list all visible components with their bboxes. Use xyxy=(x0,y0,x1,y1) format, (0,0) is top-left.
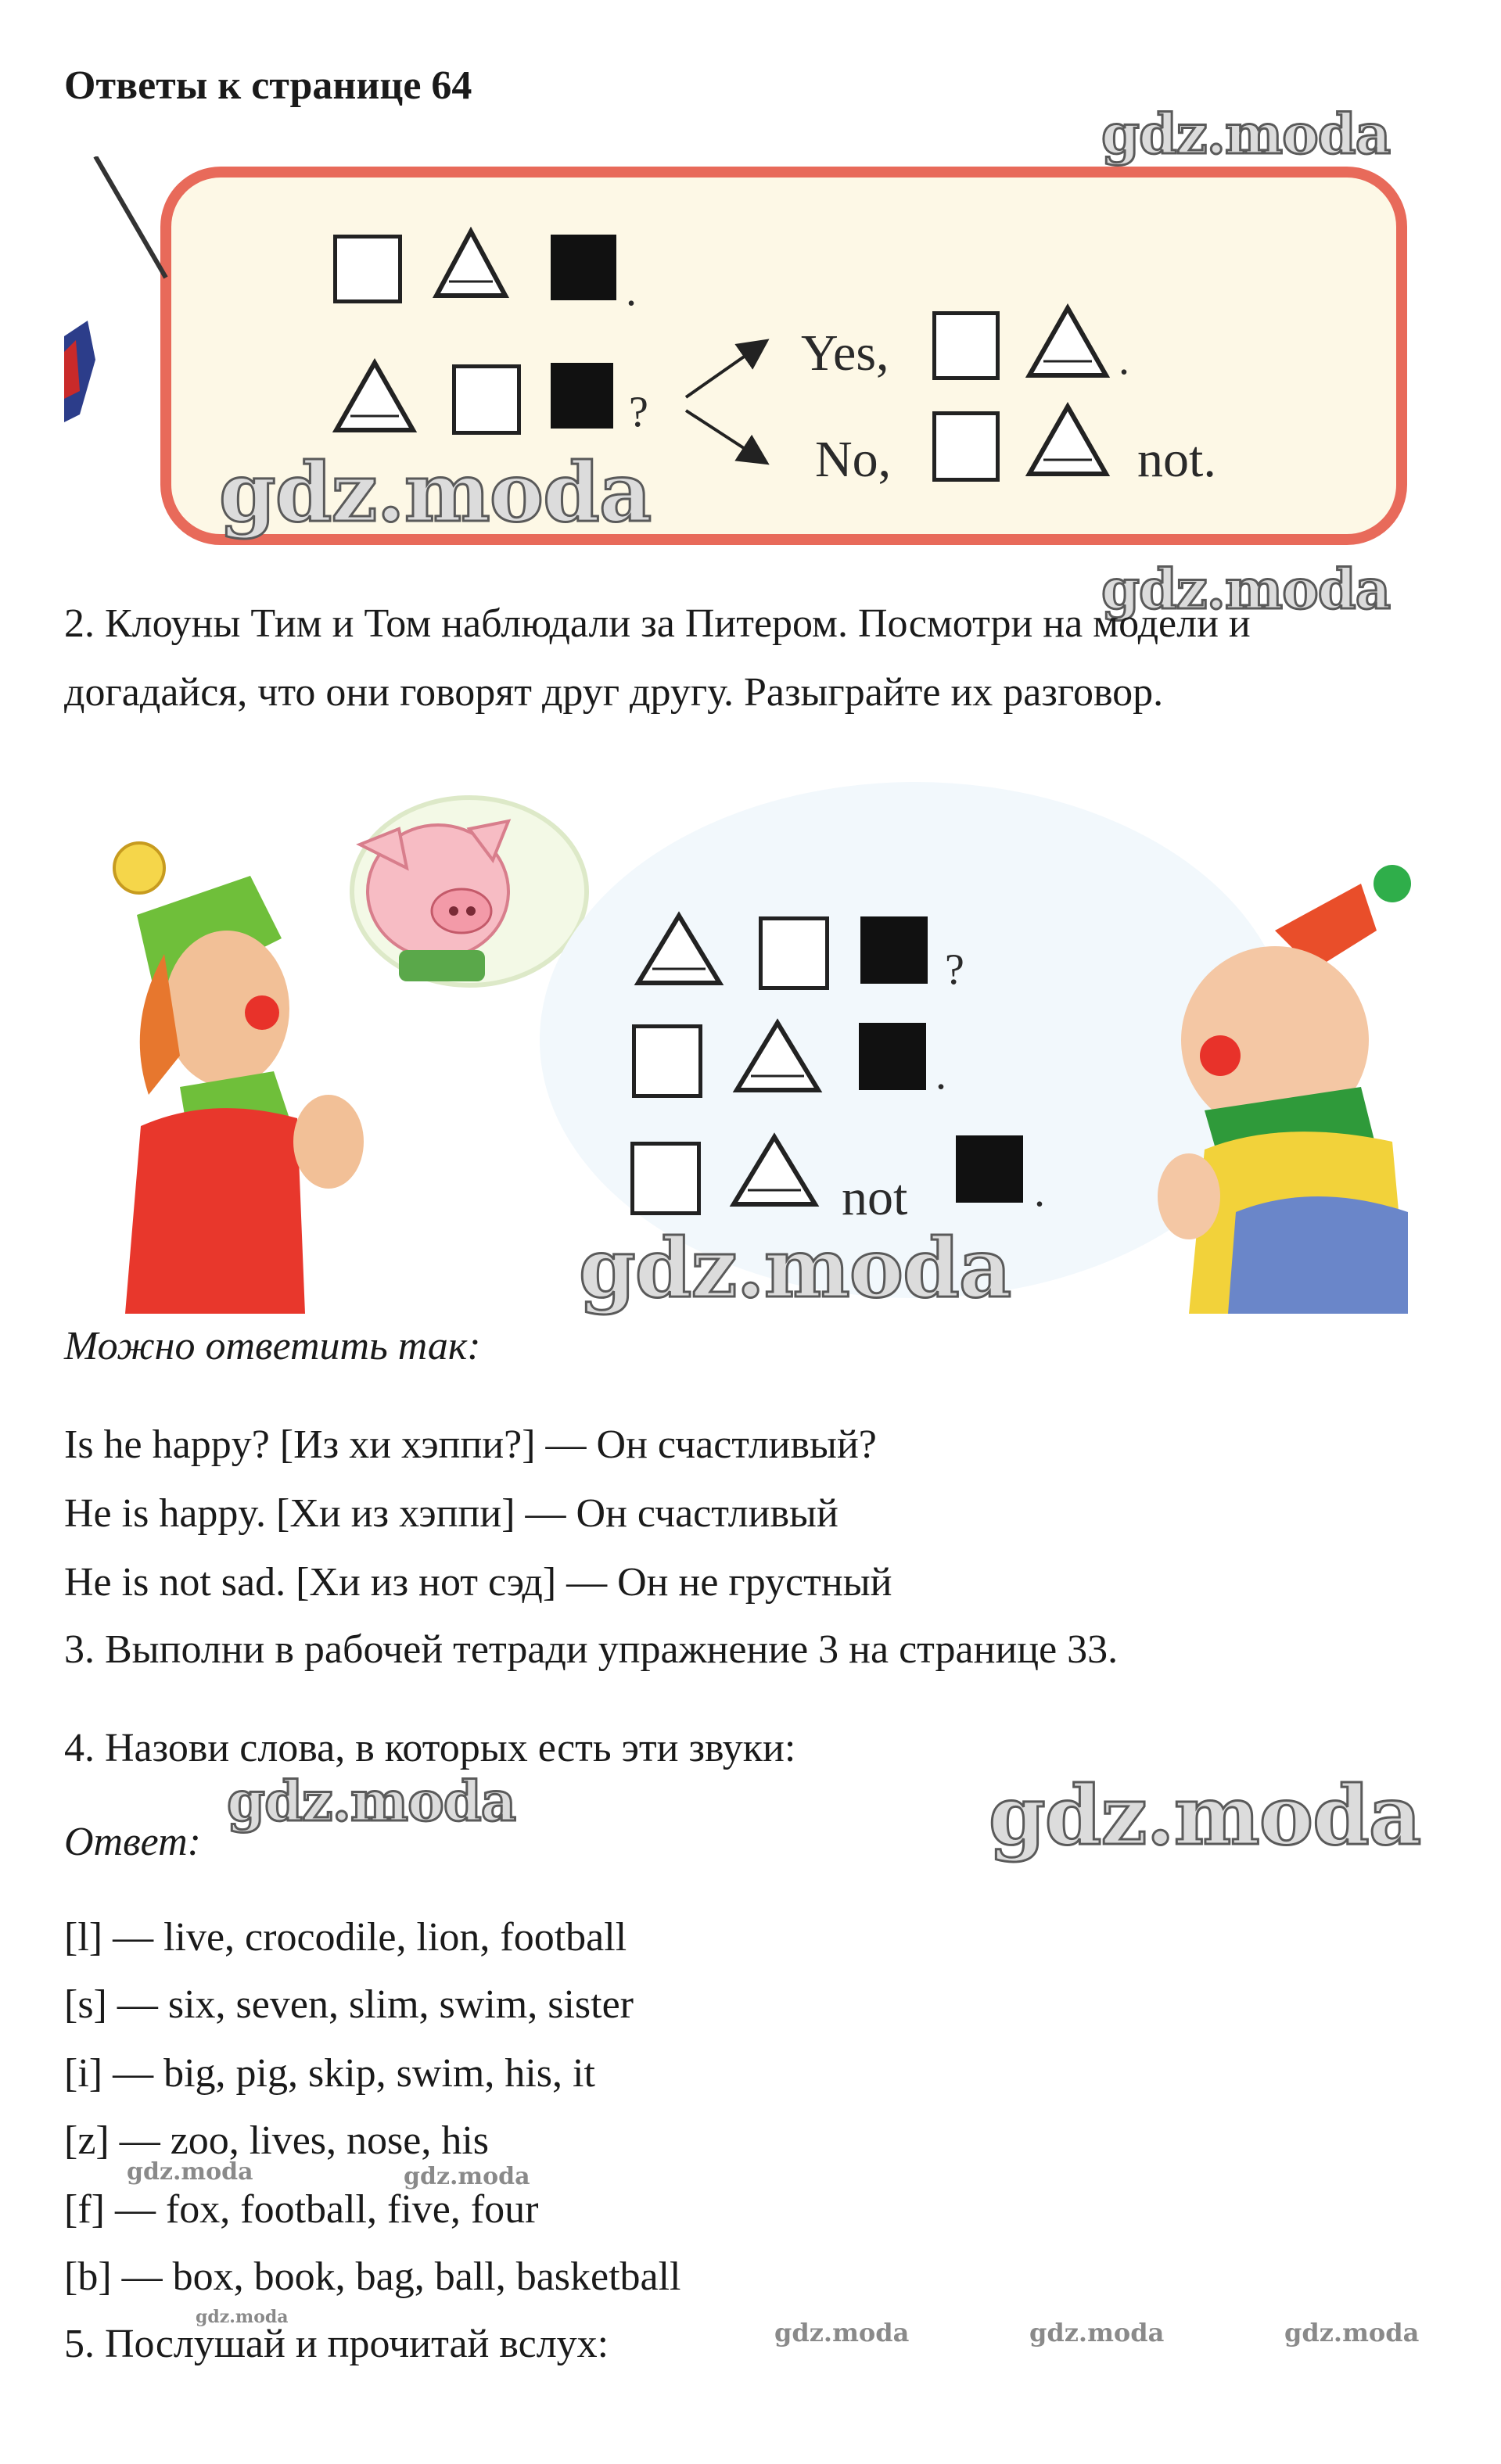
yes-label: Yes, xyxy=(801,325,889,382)
square-empty-icon xyxy=(333,235,402,303)
square-empty-icon xyxy=(759,916,829,990)
watermark: gdz.moda xyxy=(127,2158,253,2186)
sound-line: [z] — zoo, lives, nose, his xyxy=(64,2118,490,2163)
period-mark: . xyxy=(1119,335,1129,384)
triangle-icon xyxy=(634,911,724,989)
watermark: gdz.moda xyxy=(579,1220,1011,1316)
watermark: gdz.moda xyxy=(219,444,652,540)
answer-line: He is not sad. [Хи из нот сэд] — Он не грустный xyxy=(64,1560,892,1605)
triangle-icon xyxy=(332,358,418,436)
task-2-line-1: 2. Клоуны Тим и Том наблюдали за Питером. Посмотри на модели и xyxy=(64,601,1251,646)
watermark: gdz.moda xyxy=(989,1767,1421,1863)
square-filled-icon xyxy=(956,1135,1023,1203)
square-empty-icon xyxy=(632,1024,702,1098)
watermark: gdz.moda xyxy=(1101,557,1391,622)
square-empty-icon xyxy=(932,311,1000,380)
square-empty-icon xyxy=(932,411,1000,482)
question-mark: ? xyxy=(945,945,964,994)
triangle-icon xyxy=(1025,402,1111,480)
square-empty-icon xyxy=(630,1142,701,1215)
not-label: not. xyxy=(1137,431,1216,488)
square-empty-icon xyxy=(452,364,521,435)
no-label: No, xyxy=(815,431,892,488)
page-title: Ответы к странице 64 xyxy=(64,63,472,108)
clowns-illustration xyxy=(94,774,1424,1314)
watermark: gdz.moda xyxy=(1029,2318,1165,2347)
task-3: 3. Выполни в рабочей тетради упражнение 3 на странице 33. xyxy=(64,1627,1119,1672)
task-4: 4. Назови слова, в которых есть эти звуки: xyxy=(64,1726,796,1770)
task-5: 5. Послушай и прочитай вслух: xyxy=(64,2322,609,2366)
watermark: gdz.moda xyxy=(1101,102,1391,167)
square-filled-icon xyxy=(551,235,616,300)
sound-line: [f] — fox, football, five, four xyxy=(64,2187,539,2232)
question-mark: ? xyxy=(629,388,648,436)
period-mark: . xyxy=(626,267,637,315)
answer-line: He is happy. [Хи из хэппи] — Он счастливый xyxy=(64,1491,838,1536)
model-panel-1 xyxy=(64,156,1409,563)
watermark: gdz.moda xyxy=(196,2307,289,2327)
watermark: gdz.moda xyxy=(227,1769,516,1834)
square-filled-icon xyxy=(859,1023,926,1090)
square-filled-icon xyxy=(551,363,613,429)
triangle-icon xyxy=(432,227,510,301)
answer-line: Is he happy? [Из хи хэппи?] — Он счастливый? xyxy=(64,1422,877,1467)
triangle-icon xyxy=(729,1132,820,1210)
period-mark: . xyxy=(935,1050,946,1099)
triangle-icon xyxy=(732,1018,823,1096)
sound-line: [b] — box, book, bag, ball, basketball xyxy=(64,2254,681,2299)
period-mark: . xyxy=(1034,1167,1045,1216)
triangle-icon xyxy=(1025,303,1111,382)
answer-intro: Можно ответить так: xyxy=(64,1324,481,1368)
branch-arrows-icon xyxy=(682,328,776,469)
sound-line: [l] — live, crocodile, lion, football xyxy=(64,1915,627,1960)
sound-line: [i] — big, pig, skip, swim, his, it xyxy=(64,2051,595,2096)
watermark: gdz.moda xyxy=(404,2163,530,2190)
task-2-line-2: догадайся, что они говорят друг другу. Разыграйте их разговор. xyxy=(64,670,1164,715)
watermark: gdz.moda xyxy=(774,2318,910,2347)
watermark: gdz.moda xyxy=(1284,2318,1420,2347)
answer-label: Ответ: xyxy=(64,1820,201,1864)
not-label: not xyxy=(842,1169,908,1226)
square-filled-icon xyxy=(860,916,928,984)
sound-line: [s] — six, seven, slim, swim, sister xyxy=(64,1982,634,2027)
